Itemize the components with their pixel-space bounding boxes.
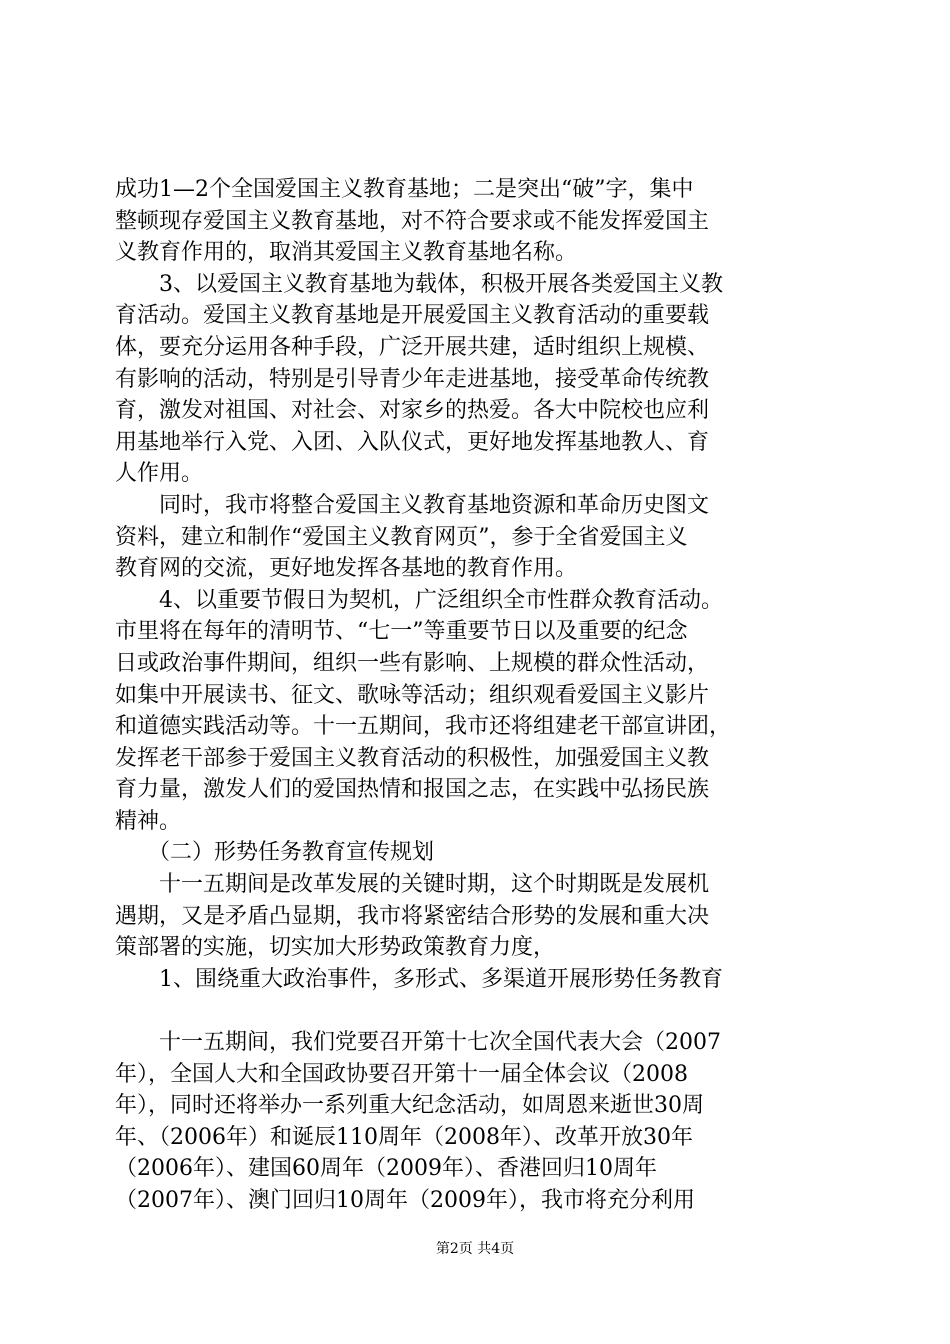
text-line: 义教育作用的，取消其爱国主义教育基地名称。 bbox=[115, 240, 578, 266]
text-line: 教育网的交流，更好地发挥各基地的教育作用。 bbox=[115, 556, 578, 582]
text-line: 发挥老干部参于爱国主义教育活动的积极性，加强爱国主义教 bbox=[115, 745, 710, 771]
text-line: 3、以爱国主义教育基地为载体，积极开展各类爱国主义教 bbox=[115, 271, 723, 297]
text-line: 整顿现存爱国主义教育基地，对不符合要求或不能发挥爱国主 bbox=[115, 208, 710, 234]
text-line: 育，激发对祖国、对社会、对家乡的热爱。各大中院校也应利 bbox=[115, 398, 710, 424]
text-line: 1、围绕重大政治事件，多形式、多渠道开展形势任务教育 bbox=[115, 966, 723, 992]
text-line: 十一五期间是改革发展的关键时期，这个时期既是发展机 bbox=[115, 872, 710, 898]
page-footer: 第2页 共4页 bbox=[435, 1241, 515, 1257]
text-line: 用基地举行入党、入团、入队仪式，更好地发挥基地教人、育 bbox=[115, 429, 710, 455]
text-line: 市里将在每年的清明节、“七一”等重要节日以及重要的纪念 bbox=[115, 619, 688, 645]
text-line: 如集中开展读书、征文、歌咏等活动；组织观看爱国主义影片 bbox=[115, 682, 710, 708]
text-line: 日或政治事件期间，组织一些有影响、上规模的群众性活动， bbox=[115, 650, 710, 676]
text-line: 年），同时还将举办一系列重大纪念活动，如周恩来逝世30周 bbox=[115, 1093, 704, 1119]
document-body bbox=[115, 174, 835, 1217]
text-line: 遇期，又是矛盾凸显期，我市将紧密结合形势的发展和重大决 bbox=[115, 903, 710, 929]
text-line: 成功1—2个全国爱国主义教育基地；二是突出“破”字，集中 bbox=[115, 177, 694, 202]
text-line bbox=[115, 995, 835, 1027]
text-line: 体，要充分运用各种手段，广泛开展共建，适时组织上规模、 bbox=[115, 334, 710, 360]
text-line: 十一五期间，我们党要召开第十七次全国代表大会（2007 bbox=[115, 1030, 721, 1056]
text-line: 精神。 bbox=[115, 808, 182, 834]
text-line: 有影响的活动，特别是引导青少年走进基地，接受革命传统教 bbox=[115, 366, 710, 392]
text-line: 资料，建立和制作“爱国主义教育网页”，参于全省爱国主义 bbox=[115, 524, 688, 550]
text-line: 人作用。 bbox=[115, 461, 204, 487]
text-line: 同时，我市将整合爱国主义教育基地资源和革命历史图文 bbox=[115, 492, 710, 518]
text-line: （2006年）、建国60周年（2009年）、香港回归10周年 bbox=[115, 1156, 657, 1182]
text-line: 育活动。爱国主义教育基地是开展爱国主义教育活动的重要载 bbox=[115, 303, 710, 329]
text-line: 策部署的实施，切实加大形势政策教育力度， bbox=[115, 935, 556, 961]
text-line: （2007年）、澳门回归10周年（2009年），我市将充分利用 bbox=[115, 1188, 695, 1213]
text-line: 年、（2006年）和诞辰110周年（2008年）、改革开放30年 bbox=[115, 1124, 693, 1150]
text-line: 和道德实践活动等。十一五期间，我市还将组建老干部宣讲团， bbox=[115, 714, 732, 740]
text-line: 育力量，激发人们的爱国热情和报国之志，在实践中弘扬民族 bbox=[115, 777, 710, 803]
text-line: 年），全国人大和全国政协要召开第十一届全体会议（2008 bbox=[115, 1061, 688, 1087]
text-line: （二）形势任务教育宣传规划 bbox=[115, 840, 435, 866]
text-line: 4、以重要节假日为契机，广泛组织全市性群众教育活动。 bbox=[115, 587, 723, 613]
